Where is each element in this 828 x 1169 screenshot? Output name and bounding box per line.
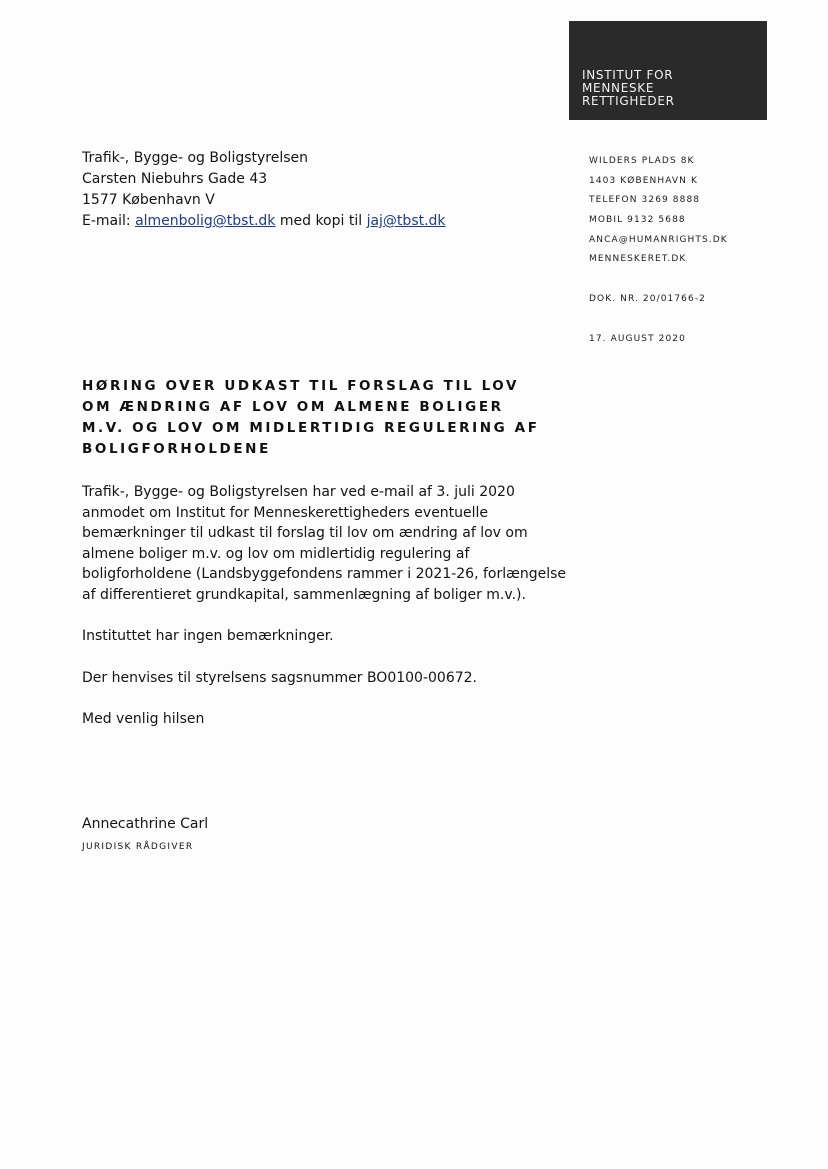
copy-text: med kopi til bbox=[279, 213, 363, 229]
copy-email-link[interactable]: jaj@tbst.dk bbox=[366, 213, 446, 229]
sender-address-line: 1403 KØBENHAVN K bbox=[589, 175, 698, 186]
signature-block bbox=[82, 814, 208, 853]
recipient-email-line bbox=[82, 211, 446, 232]
recipient-address bbox=[82, 148, 446, 232]
body-paragraph: Instituttet har ingen bemærkninger. bbox=[82, 628, 334, 644]
sender-phone: TELEFON 3269 8888 bbox=[589, 195, 701, 206]
logo-line: RETTIGHEDER bbox=[582, 94, 675, 108]
signatory-title: JURIDISK RÅDGIVER bbox=[82, 842, 194, 852]
sender-email: ANCA@HUMANRIGHTS.DK bbox=[589, 234, 728, 245]
letter-date: 17. AUGUST 2020 bbox=[589, 333, 686, 344]
closing: Med venlig hilsen bbox=[82, 711, 205, 727]
email-prefix: E-mail: bbox=[82, 213, 131, 229]
recipient-name: Trafik-, Bygge- og Boligstyrelsen bbox=[82, 150, 309, 166]
body-paragraph: Der henvises til styrelsens sagsnummer BO0100-00672. bbox=[82, 669, 477, 686]
letter-subject: HØRING OVER UDKAST TIL FORSLAG TIL LOV OM ÆNDRING AF LOV OM ALMENE BOLIGER M.V. OG LOV OM MIDLERTIDIG REGULERING AF BOLIGFORHOLDENE bbox=[82, 378, 540, 457]
signatory-name: Annecathrine Carl bbox=[82, 816, 209, 832]
logo-line: MENNESKE bbox=[582, 81, 655, 95]
recipient-email-link[interactable]: almenbolig@tbst.dk bbox=[135, 213, 276, 229]
sender-website: MENNESKERET.DK bbox=[589, 254, 687, 265]
recipient-city: 1577 København V bbox=[82, 192, 215, 208]
sender-mobile: MOBIL 9132 5688 bbox=[589, 215, 686, 226]
document-number: DOK. NR. 20/01766-2 bbox=[589, 294, 707, 305]
sender-info bbox=[589, 152, 728, 350]
letter-body bbox=[82, 482, 572, 751]
logo-text bbox=[582, 69, 675, 108]
recipient-street: Carsten Niebuhrs Gade 43 bbox=[82, 171, 268, 187]
logo-line: INSTITUT FOR bbox=[582, 68, 674, 82]
body-paragraph: Trafik-, Bygge- og Boligstyrelsen har ved e-mail af 3. juli 2020 anmodet om Institut for Menneskerettigheders eventuelle bemærkninger til udkast til forslag til lov om ændring af lov om almene boliger m.v. og lov om midlertidig regulering af boligforholdene (Landsbyggefondens rammer i 2021-26, forlængelse af differentieret grundkapital, sammenlægning af boliger m.v.). bbox=[82, 484, 567, 603]
sender-address-line: WILDERS PLADS 8K bbox=[589, 156, 695, 166]
institute-logo bbox=[569, 21, 767, 120]
